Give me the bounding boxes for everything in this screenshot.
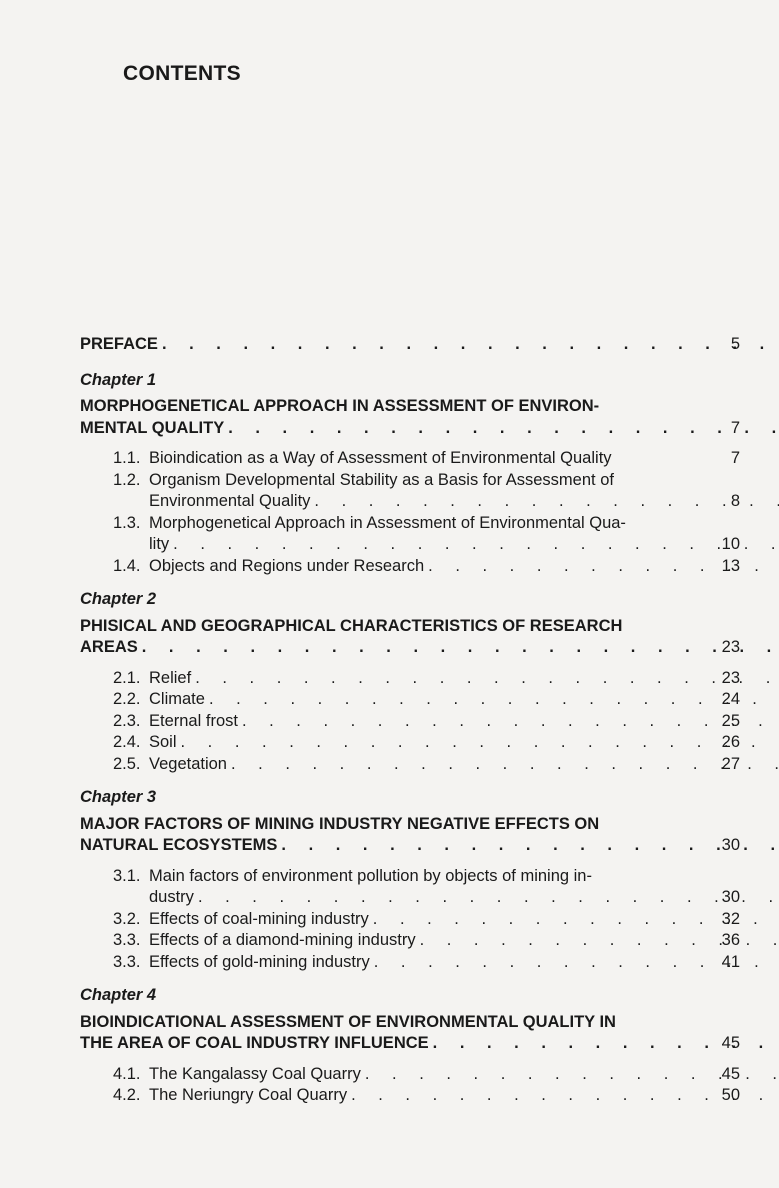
- section-number: 1.3.: [113, 513, 141, 532]
- page-number: 24: [721, 690, 740, 708]
- section-number: 4.2.: [113, 1086, 141, 1104]
- dot-leader: [162, 334, 779, 356]
- chapter-title-line: BIOINDICATIONAL ASSESSMENT OF ENVIRONMENTAL QUALITY IN: [80, 1012, 616, 1031]
- toc-entry-section[interactable]: [80, 448, 740, 470]
- page-number: 25: [721, 711, 740, 730]
- section-title: Main factors of environment pollution by objects of mining in-: [149, 866, 592, 885]
- page-number: 13: [721, 556, 740, 575]
- section-number: 3.3.: [113, 952, 141, 971]
- page-number: 5: [730, 335, 740, 353]
- section-title: Relief: [149, 668, 192, 687]
- section-title-line: [80, 470, 740, 492]
- section-number: 3.3.: [113, 931, 141, 949]
- chapter-title-line: MAJOR FACTORS OF MINING INDUSTRY NEGATIVE EFFECTS ON: [80, 814, 600, 833]
- toc-entry-section[interactable]: [80, 556, 740, 578]
- section-title: Effects of coal-mining industry: [149, 909, 369, 928]
- page-title: CONTENTS: [123, 62, 241, 85]
- toc-entry-section[interactable]: [80, 732, 740, 754]
- toc-entry-section[interactable]: [80, 711, 740, 733]
- toc-entry-label: PREFACE: [80, 335, 158, 353]
- toc-entry-section[interactable]: [80, 930, 740, 952]
- dot-leader: [181, 732, 779, 754]
- dot-leader: [195, 668, 779, 690]
- section-title: Soil: [149, 733, 177, 751]
- chapter-title-line: AREAS: [80, 638, 138, 656]
- section-title: Organism Developmental Stability as a Basis for Assessment of: [149, 470, 614, 489]
- page-number: 8: [730, 492, 740, 510]
- toc-entry-preface[interactable]: [80, 334, 740, 356]
- section-title-line: [80, 866, 740, 888]
- chapter-label: Chapter 2: [80, 590, 157, 608]
- page-number: 7: [730, 418, 740, 437]
- toc-entry-section[interactable]: [80, 754, 740, 776]
- section-number: 2.3.: [113, 711, 141, 730]
- page-number: 26: [721, 733, 740, 751]
- page-number: 10: [721, 535, 740, 553]
- chapter-title-line: THE AREA OF COAL INDUSTRY INFLUENCE: [80, 1034, 429, 1052]
- page-number: 27: [721, 754, 740, 773]
- page-number: 45: [721, 1064, 740, 1083]
- section-title-line: [80, 513, 740, 535]
- dot-leader: [198, 887, 779, 909]
- section-title: Morphogenetical Approach in Assessment of Environmental Qua-: [149, 513, 626, 532]
- table-of-contents: [80, 334, 740, 1107]
- page-number: 50: [721, 1086, 740, 1104]
- toc-entry-section[interactable]: [80, 668, 740, 690]
- section-number: 2.1.: [113, 668, 141, 687]
- chapter-label: Chapter 3: [80, 788, 157, 806]
- page-number: 45: [721, 1034, 740, 1052]
- chapter-label: Chapter 4: [80, 986, 157, 1004]
- section-title: Climate: [149, 690, 205, 708]
- section-title: Objects and Regions under Research: [149, 556, 425, 575]
- page-number: 30: [721, 888, 740, 906]
- section-number: 4.1.: [113, 1064, 141, 1083]
- toc-entry-chapter[interactable]: [80, 637, 740, 659]
- section-title: Eternal frost: [149, 711, 238, 730]
- section-number: 2.2.: [113, 690, 141, 708]
- toc-entry-section[interactable]: [80, 1064, 740, 1086]
- toc-entry-section[interactable]: [80, 1085, 740, 1107]
- section-title: Bioindication as a Way of Assessment of Environmental Quality: [149, 449, 612, 467]
- toc-entry-chapter[interactable]: [80, 1033, 740, 1055]
- dot-leader: [209, 689, 779, 711]
- section-title-continued: Environmental Quality: [149, 492, 311, 510]
- toc-entry-chapter[interactable]: [80, 418, 740, 440]
- toc-entry-section[interactable]: [80, 491, 740, 513]
- chapter-label: Chapter 1: [80, 370, 157, 389]
- page-number: 23: [721, 638, 740, 656]
- section-number: 2.4.: [113, 733, 141, 751]
- toc-entry-section[interactable]: [80, 689, 740, 711]
- dot-leader: [242, 711, 779, 733]
- section-number: 3.2.: [113, 909, 141, 928]
- page-number: 23: [721, 668, 740, 687]
- dot-leader: [142, 637, 779, 659]
- section-title-continued: lity: [149, 535, 170, 553]
- dot-leader: [228, 418, 779, 440]
- dot-leader: [173, 534, 779, 556]
- page-number: 36: [721, 931, 740, 949]
- chapter-title-line: NATURAL ECOSYSTEMS: [80, 836, 278, 854]
- section-title: Vegetation: [149, 754, 227, 773]
- section-number: 1.1.: [113, 449, 141, 467]
- page-number: 32: [721, 909, 740, 928]
- section-title: The Kangalassy Coal Quarry: [149, 1064, 361, 1083]
- section-number: 1.4.: [113, 556, 141, 575]
- chapter-title-line: PHISICAL AND GEOGRAPHICAL CHARACTERISTICS OF RESEARCH: [80, 616, 623, 635]
- section-number: 2.5.: [113, 754, 141, 773]
- toc-entry-chapter[interactable]: [80, 835, 740, 857]
- chapter-title-line: MORPHOGENETICAL APPROACH IN ASSESSMENT OF ENVIRON-: [80, 397, 600, 415]
- section-title: Effects of a diamond-mining industry: [149, 931, 416, 949]
- toc-entry-section[interactable]: [80, 952, 740, 974]
- section-title-continued: dustry: [149, 888, 194, 906]
- dot-leader: [231, 754, 779, 776]
- section-title: Effects of gold-mining industry: [149, 952, 370, 971]
- section-number: 3.1.: [113, 866, 141, 885]
- toc-entry-section[interactable]: [80, 534, 740, 556]
- page-number: 7: [730, 449, 740, 467]
- section-title: The Neriungry Coal Quarry: [149, 1086, 348, 1104]
- page-number: 30: [721, 836, 740, 854]
- section-number: 1.2.: [113, 470, 141, 489]
- page-number: 41: [721, 952, 740, 971]
- toc-entry-section[interactable]: [80, 887, 740, 909]
- toc-entry-section[interactable]: [80, 909, 740, 931]
- chapter-title-line: MENTAL QUALITY: [80, 418, 225, 437]
